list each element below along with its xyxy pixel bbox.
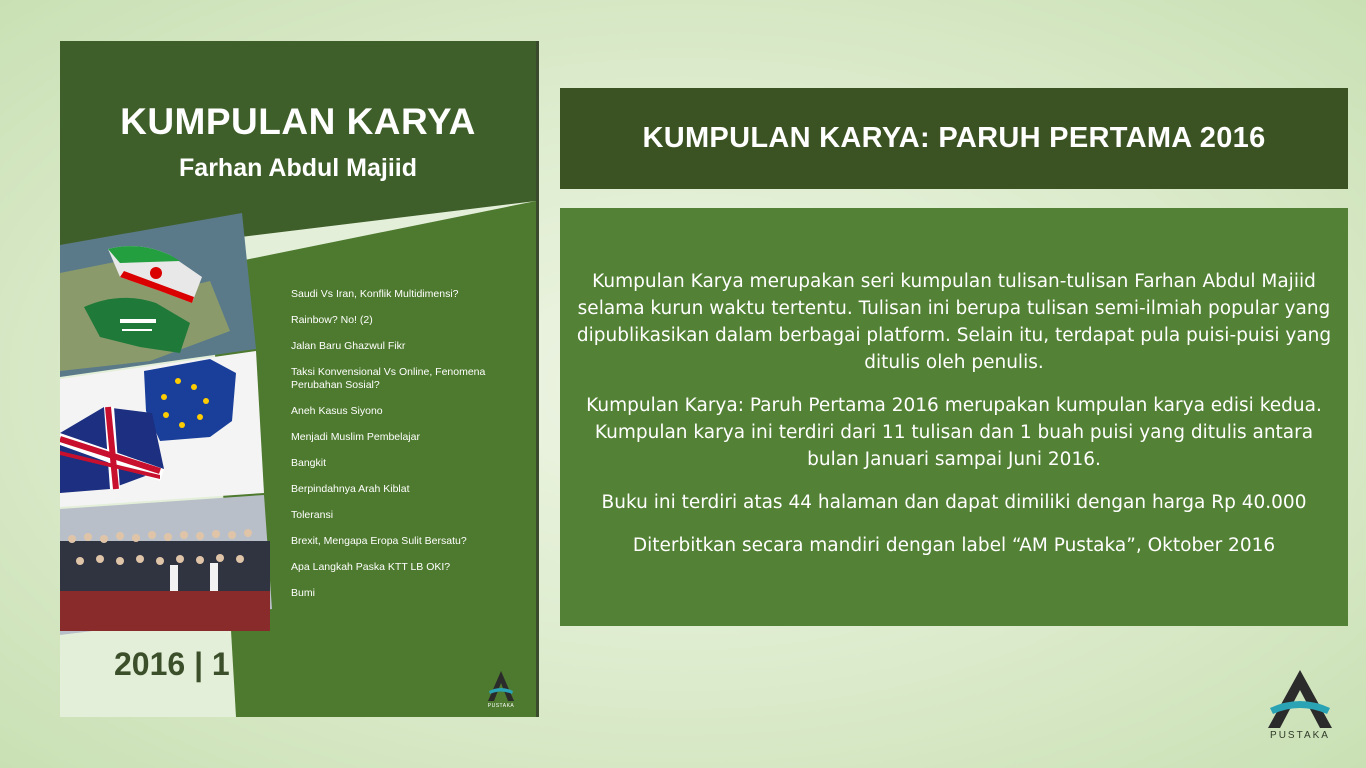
toc-item: Rainbow? No! (2): [291, 314, 373, 326]
toc-item: Berpindahnya Arah Kiblat: [291, 483, 410, 495]
logo-text: PUSTAKA: [1270, 730, 1330, 741]
page-title: KUMPULAN KARYA: PARUH PERTAMA 2016: [642, 122, 1266, 154]
am-pustaka-logo-icon: [1264, 668, 1336, 730]
toc-item: Menjadi Muslim Pembelajar: [291, 431, 420, 443]
description-paragraph: Diterbitkan secara mandiri dengan label “AM Pustaka”, Oktober 2016: [632, 535, 1276, 556]
toc-item: Bangkit: [291, 457, 327, 469]
cover-title: KUMPULAN KARYA: [120, 101, 476, 142]
toc-item: Apa Langkah Paska KTT LB OKI?: [291, 561, 451, 573]
toc-item: Brexit, Mengapa Eropa Sulit Bersatu?: [291, 535, 467, 547]
photo-brexit: [60, 351, 264, 507]
photo-ktt-oki: [60, 495, 272, 635]
heading-box: [560, 88, 1348, 189]
description-paragraph: Kumpulan Karya merupakan seri kumpulan tulisan-tulisan Farhan Abdul Majiid selama kurun waktu tertentu. Tulisan ini berupa tulisan semi-ilmiah popular yang dipublikasikan dalam berbagai platform. Selain itu, terdapat pula puisi-puisi yang ditulis oleh penulis.: [576, 271, 1332, 373]
am-pustaka-logo: [1264, 668, 1336, 746]
toc-item: Toleransi: [291, 509, 334, 521]
toc-item: Saudi Vs Iran, Konflik Multidimensi?: [291, 288, 459, 300]
cover-table-of-contents: [291, 288, 511, 613]
description-paragraph: Buku ini terdiri atas 44 halaman dan dapat dimiliki dengan harga Rp 40.000: [601, 492, 1307, 513]
cover-edition: 2016 | 1: [114, 646, 230, 682]
am-pustaka-logo-icon: [486, 669, 516, 703]
toc-item: Aneh Kasus Siyono: [291, 405, 383, 417]
cover-logo: [486, 669, 516, 713]
description-box: [560, 208, 1348, 626]
description-paragraph: Kumpulan Karya: Paruh Pertama 2016 merupakan kumpulan karya edisi kedua. Kumpulan karya ini terdiri dari 11 tulisan dan 1 buah puisi yang ditulis antara bulan Januari sampai Juni 2016.: [586, 395, 1322, 470]
cover-logo-text: PUSTAKA: [487, 703, 515, 709]
toc-item: Jalan Baru Ghazwul Fikr: [291, 340, 406, 352]
toc-item: Bumi: [291, 587, 315, 599]
book-cover: [60, 41, 536, 717]
toc-item: Taksi Konvensional Vs Online, Fenomena Perubahan Sosial?: [291, 366, 486, 391]
cover-author: Farhan Abdul Majiid: [179, 154, 417, 182]
